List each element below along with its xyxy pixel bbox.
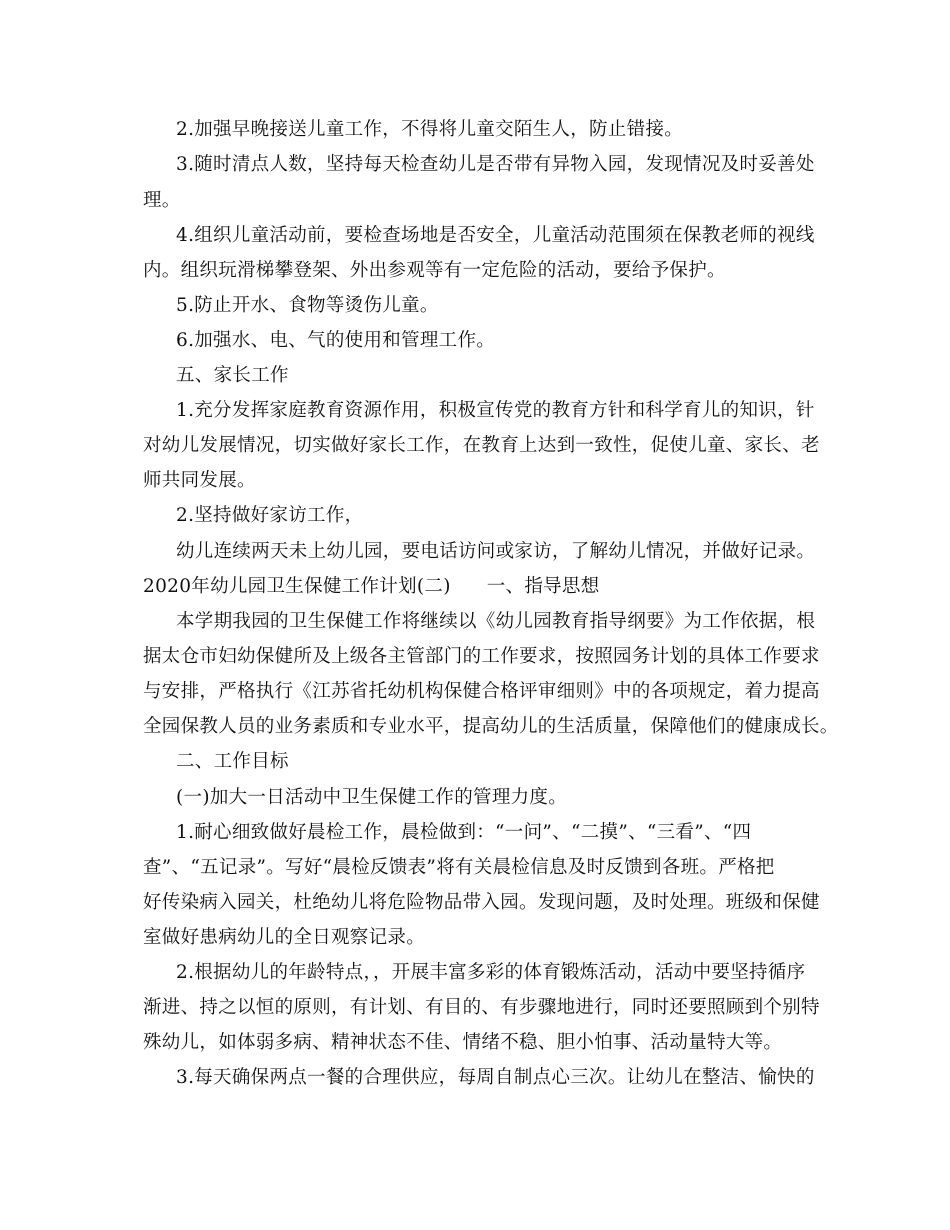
paragraph-line: 据太仓市妇幼保健所及上级各主管部门的工作要求，按照园务计划的具体工作要求 bbox=[143, 646, 820, 667]
paragraph-line: 2.根据幼儿的年龄特点，，开展丰富多彩的体育锻炼活动，活动中要坚持循序 bbox=[176, 962, 806, 983]
paragraph-line: 2.坚持做好家访工作， bbox=[176, 505, 364, 526]
paragraph-line: 师共同发展。 bbox=[143, 470, 256, 491]
plan-title-line bbox=[143, 575, 600, 599]
plan-title: 2020年幼儿园卫生保健工作计划(二) bbox=[143, 576, 451, 597]
paragraph-line: 理。 bbox=[143, 190, 181, 211]
paragraph-line: 幼儿连续两天未上幼儿园，要电话访问或家访，了解幼儿情况，并做好记录。 bbox=[176, 541, 816, 562]
paragraph-line: 渐进、持之以恒的原则，有计划、有目的、有步骤地进行，同时还要照顾到个别特 bbox=[143, 997, 820, 1018]
paragraph-line: 3.随时清点人数，坚持每天检查幼儿是否带有异物入园，发现情况及时妥善处 bbox=[176, 154, 815, 175]
paragraph-line: 5.防止开水、食物等烫伤儿童。 bbox=[176, 295, 439, 316]
paragraph-line: 2.加强早晚接送儿童工作，不得将儿童交陌生人，防止错接。 bbox=[176, 119, 684, 140]
paragraph-line: 与安排，严格执行《江苏省托幼机构保健合格评审细则》中的各项规定，着力提高 bbox=[143, 681, 820, 702]
paragraph-line: 查”、“五记录”。写好“晨检反馈表”将有关晨检信息及时反馈到各班。严格把 bbox=[143, 857, 775, 878]
section-heading: 五、家长工作 bbox=[176, 365, 289, 386]
paragraph-line: 全园保教人员的业务素质和专业水平，提高幼儿的生活质量，保障他们的健康成长。 bbox=[143, 716, 839, 737]
paragraph-line: 对幼儿发展情况，切实做好家长工作，在教育上达到一致性，促使儿童、家长、老 bbox=[143, 435, 820, 456]
paragraph-line: 殊幼儿，如体弱多病、精神状态不佳、情绪不稳、胆小怕事、活动量特大等。 bbox=[143, 1032, 783, 1053]
paragraph-line: 3.每天确保两点一餐的合理供应，每周自制点心三次。让幼儿在整洁、愉快的 bbox=[176, 1067, 815, 1088]
paragraph-line: 室做好患病幼儿的全日观察记录。 bbox=[143, 927, 426, 948]
paragraph-line: 内。组织玩滑梯攀登架、外出参观等有一定危险的活动，要给予保护。 bbox=[143, 260, 726, 281]
subsection-heading: (一)加大一日活动中卫生保健工作的管理力度。 bbox=[176, 787, 568, 808]
paragraph-line: 1.耐心细致做好晨检工作，晨检做到：“一问”、“二摸”、“三看”、“四 bbox=[176, 822, 752, 843]
paragraph-line: 6.加强水、电、气的使用和管理工作。 bbox=[176, 330, 496, 351]
section-heading: 二、工作目标 bbox=[176, 751, 289, 772]
paragraph-line: 本学期我园的卫生保健工作将继续以《幼儿园教育指导纲要》为工作依据，根 bbox=[176, 611, 816, 632]
paragraph-line: 4.组织儿童活动前，要检查场地是否安全，儿童活动范围须在保教老师的视线 bbox=[176, 225, 815, 246]
paragraph-line: 好传染病入园关，杜绝幼儿将危险物品带入园。发现问题，及时处理。班级和保健 bbox=[143, 892, 820, 913]
paragraph-line: 1.充分发挥家庭教育资源作用，积极宣传党的教育方针和科学育儿的知识，针 bbox=[176, 400, 815, 421]
section-heading: 一、指导思想 bbox=[486, 576, 600, 597]
